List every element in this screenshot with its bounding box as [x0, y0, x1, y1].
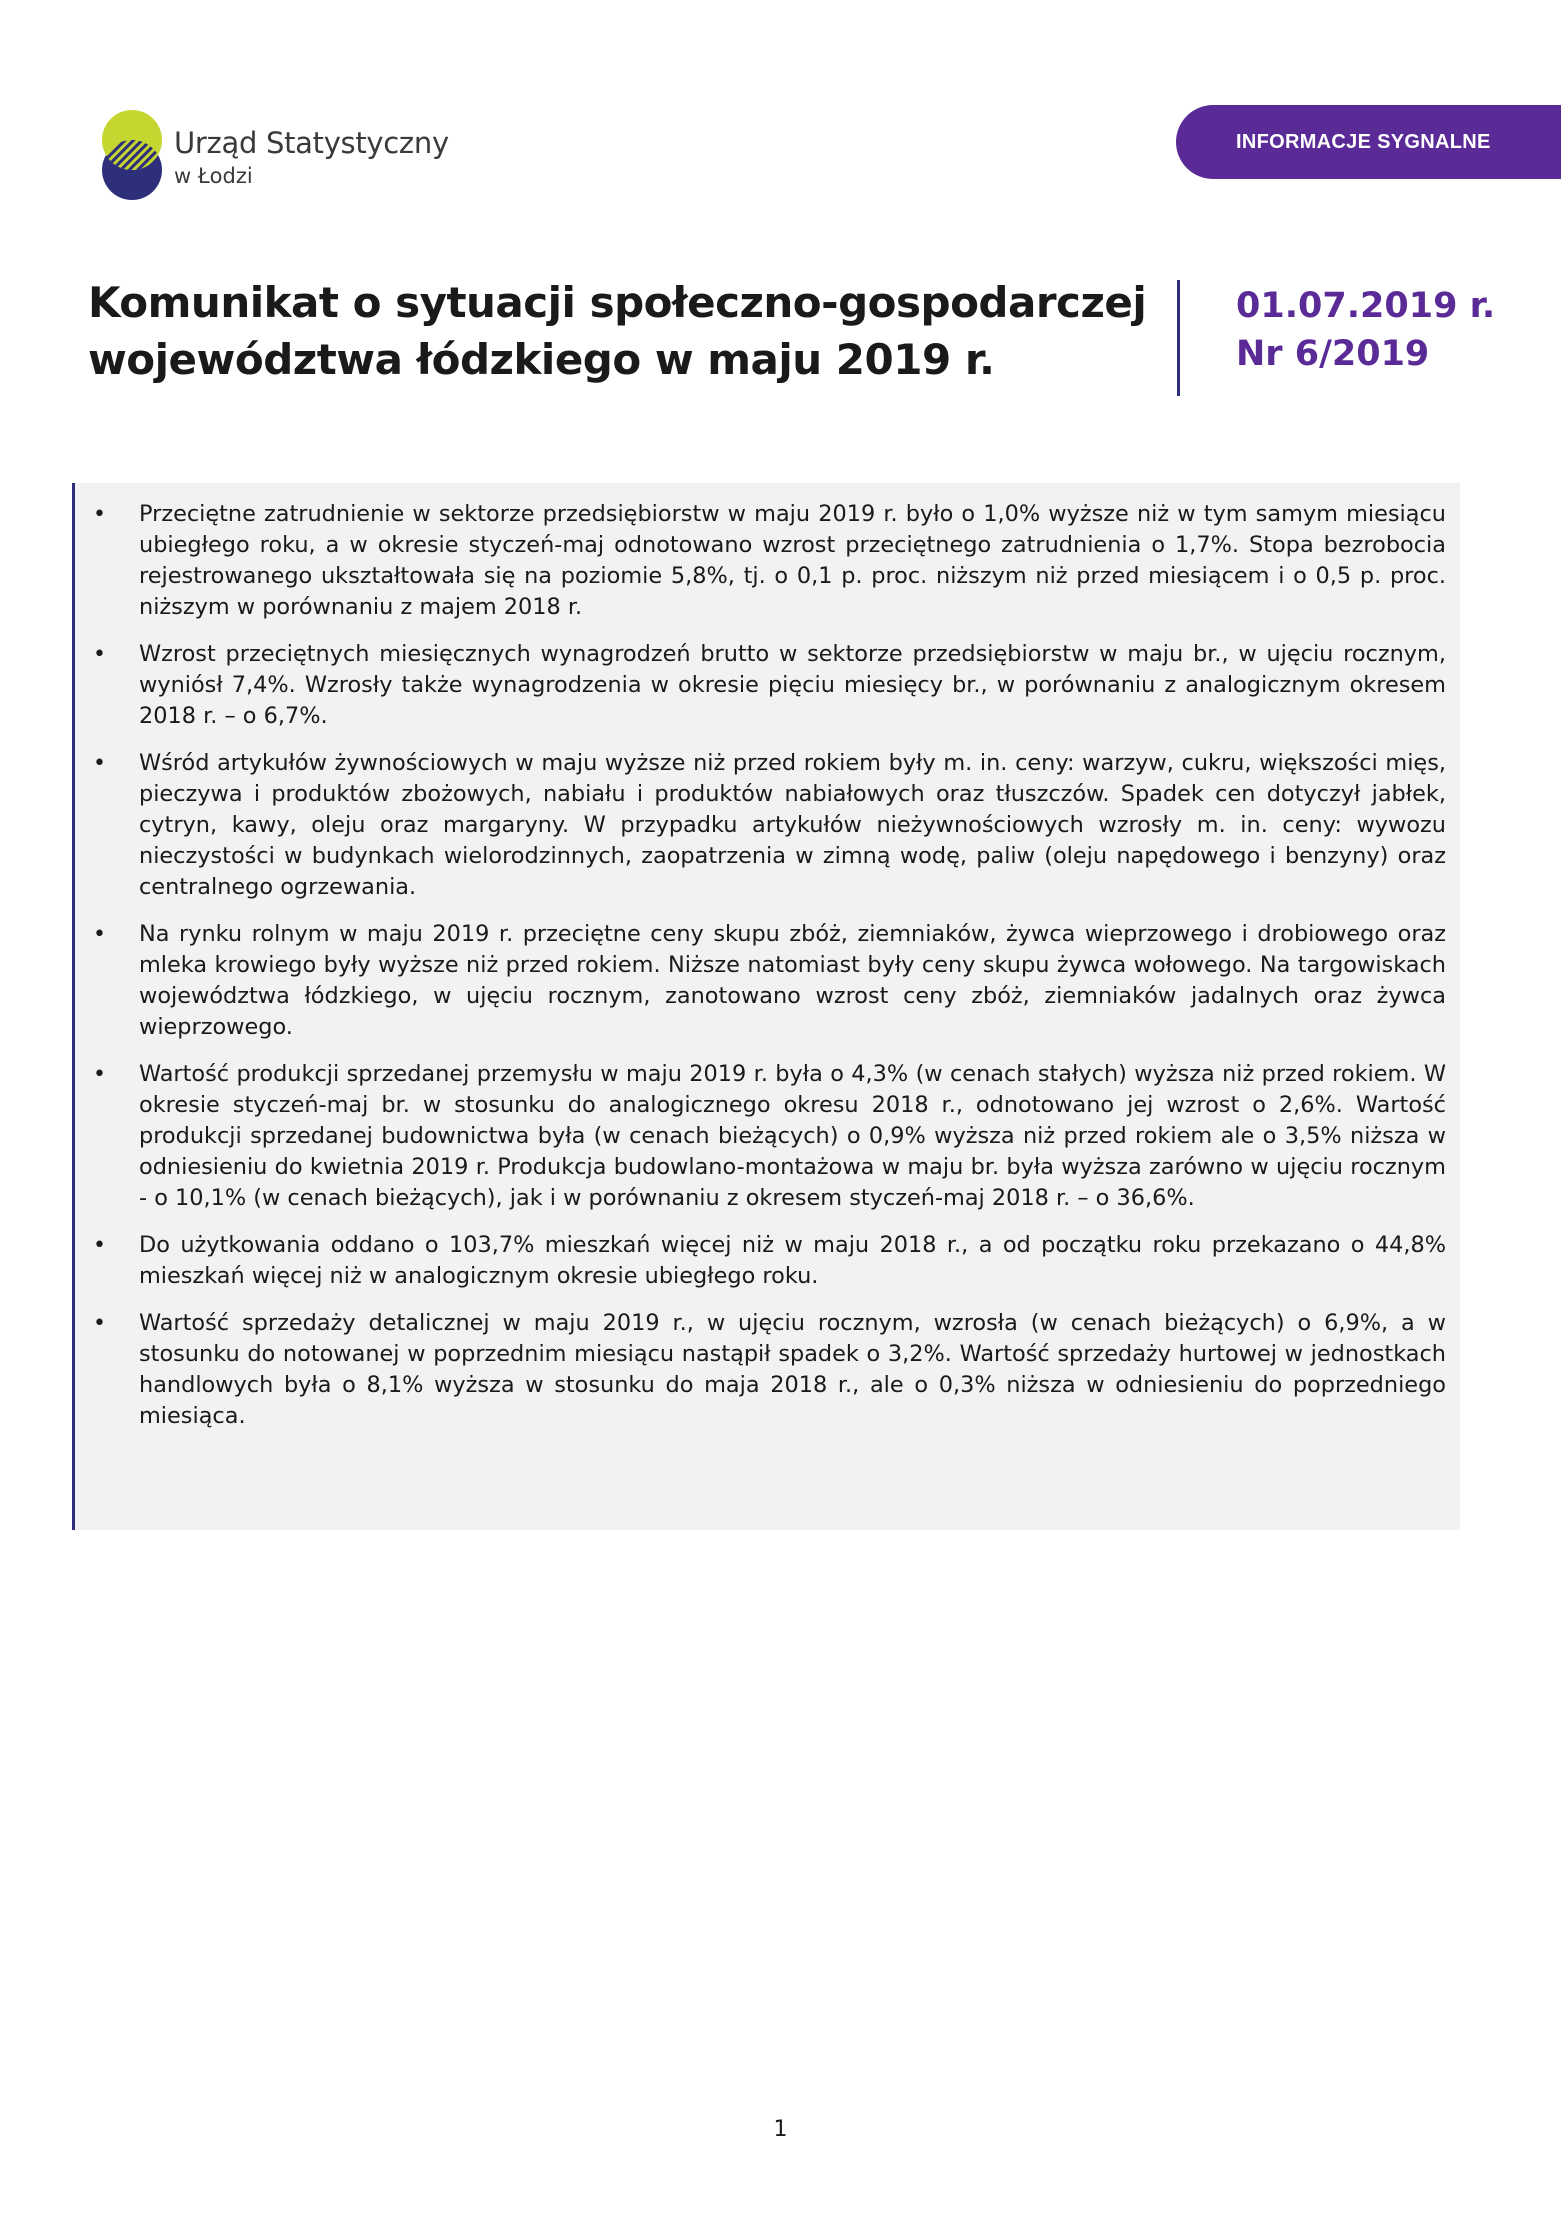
- page-title: Komunikat o sytuacji społeczno-gospodarczej województwa łódzkiego w maju 2019 r.: [88, 278, 1147, 384]
- summary-list: [75, 499, 1460, 1448]
- bullet-icon: •: [93, 1233, 106, 1258]
- bullet-icon: •: [93, 922, 106, 947]
- logo-title: Urząd Statystyczny: [174, 126, 449, 160]
- title-divider: [1177, 280, 1180, 396]
- page-number: 1: [773, 2117, 788, 2142]
- logo-mark-icon: [100, 108, 164, 202]
- logo: [100, 108, 449, 208]
- section-badge: INFORMACJE SYGNALNE: [1176, 105, 1561, 179]
- list-item: • Do użytkowania oddano o 103,7% mieszkań więcej niż w maju 2018 r., a od początku roku przekazano o 44,8% mieszkań więcej niż w analogicznym okresie ubiegłego roku.: [93, 1232, 1446, 1289]
- bullet-icon: •: [93, 502, 106, 527]
- summary-box: [72, 483, 1460, 1530]
- list-item: • Wzrost przeciętnych miesięcznych wynagrodzeń brutto w sektorze przedsiębiorstw w maju br., w ujęciu rocznym, wyniósł 7,4%. Wzrosły także wynagrodzenia w okresie pięciu miesięcy br., w porównaniu z analogicznym okresem 2018 r. – o 6,7%.: [93, 641, 1446, 729]
- list-item: • Wartość sprzedaży detalicznej w maju 2019 r., w ujęciu rocznym, wzrosła (w cenach bieżących) o 6,9%, a w stosunku do notowanej w poprzednim miesiącu nastąpił spadek o 3,2%. Wartość sprzedaży hurtowej w jednostkach handlowych była o 8,1% wyższa w stosunku do maja 2018 r., ale o 0,3% niższa w odniesieniu do poprzedniego miesiąca.: [93, 1310, 1446, 1429]
- bullet-icon: •: [93, 1062, 106, 1087]
- list-item: • Przeciętne zatrudnienie w sektorze przedsiębiorstw w maju 2019 r. było o 1,0% wyższe niż w tym samym miesiącu ubiegłego roku, a w okresie styczeń-maj odnotowano wzrost przeciętnego zatrudnienia o 1,7%. Stopa bezrobocia rejestrowanego ukształtowała się na poziomie 5,8%, tj. o 0,1 p. proc. niższym niż przed miesiącem i o 0,5 p. proc. niższym w porównaniu z majem 2018 r.: [93, 501, 1446, 620]
- issue-number: Nr 6/2019: [1236, 334, 1430, 374]
- list-item: • Wartość produkcji sprzedanej przemysłu w maju 2019 r. była o 4,3% (w cenach stałych) wyższa niż przed rokiem. W okresie styczeń-maj br. w stosunku do analogicznego okresu 2018 r., odnotowano jej wzrost o 2,6%. Wartość produkcji sprzedanej budownictwa była (w cenach bieżących) o 0,9% wyższa niż przed rokiem ale o 3,5% niższa w odniesieniu do kwietnia 2019 r. Produkcja budowlano-montażowa w maju br. była wyższa zarówno w ujęciu rocznym - o 10,1% (w cenach bieżących), jak i w porównaniu z okresem styczeń-maj 2018 r. – o 36,6%.: [93, 1061, 1446, 1211]
- bullet-icon: •: [93, 1311, 106, 1336]
- bullet-icon: •: [93, 642, 106, 667]
- list-item: • Wśród artykułów żywnościowych w maju wyższe niż przed rokiem były m. in. ceny: warzyw, cukru, większości mięs, pieczywa i produktów zbożowych, nabiału i produktów nabiałowych oraz tłuszczów. Spadek cen dotyczył jabłek, cytryn, kawy, oleju oraz margaryny. W przypadku artykułów nieżywnościowych wzrosły m. in. ceny: wywozu nieczystości w budynkach wielorodzinnych, zaopatrzenia w zimną wodę, paliw (oleju napędowego i benzyny) oraz centralnego ogrzewania.: [93, 750, 1446, 900]
- list-item: • Na rynku rolnym w maju 2019 r. przeciętne ceny skupu zbóż, ziemniaków, żywca wieprzowego i drobiowego oraz mleka krowiego były wyższe niż przed rokiem. Niższe natomiast były ceny skupu żywca wołowego. Na targowiskach województwa łódzkiego, w ujęciu rocznym, zanotowano wzrost ceny zbóż, ziemniaków jadalnych oraz żywca wieprzowego.: [93, 921, 1446, 1040]
- publication-date: 01.07.2019 r.: [1236, 286, 1496, 326]
- logo-subtitle: w Łodzi: [174, 164, 253, 188]
- bullet-icon: •: [93, 751, 106, 776]
